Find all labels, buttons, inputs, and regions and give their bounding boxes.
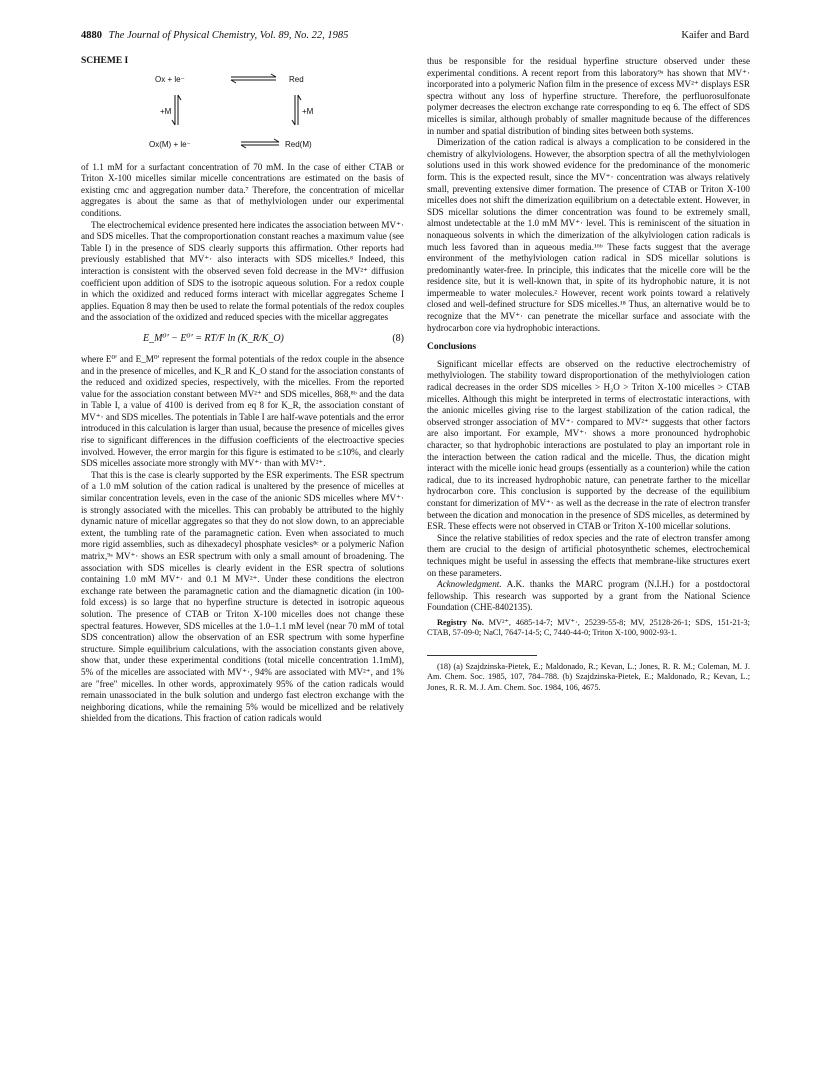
equilibrium-arrow-top [231, 74, 276, 83]
paragraph: The electrochemical evidence presented here indicates the association between MV⁺· and SDS micelles. That the comproportionation constant reaches a maximum value (see Table I) in the presence of SDS clearly supports this affirmation. Other reports had previously established that MV⁺· also interacts with SDS micelles.⁸ Indeed, this interaction is consistent with the observed seven fold decrease in the MV²⁺ diffusion coefficient upon addition of SDS to the isotropic aqueous solution. For a redox couple in which the oxidized and reduced forms interact with micellar aggregates Scheme I applies. Equation 8 may then be used to relate the formal potentials of the redox couples and the association of the oxidized and reduced species with the micellar aggregates [81, 219, 404, 323]
registry-text: MV²⁺, 4685-14-7; MV⁺·, 25239-55-8; MV, 25128-26-1; SDS, 151-21-3; CTAB, 57-09-0; NaCl, 7647-14-5; C, 7440-44-0; Triton X-100, 9002-93-1. [427, 617, 750, 638]
scheme-bottom-left: Ox(M) + le⁻ [149, 139, 191, 149]
scheme-diagram [81, 70, 404, 154]
author-names: Kaifer and Bard [681, 30, 749, 41]
scheme-top-right: Red [289, 74, 304, 84]
conclusions-heading: Conclusions [427, 342, 477, 353]
left-column [81, 56, 404, 725]
equation-number: (8) [392, 332, 404, 344]
footnote: (18) (a) Szajdzinska-Pietek, E.; Maldonado, R.; Kevan, L.; Jones, R. R. M.; Coleman, M. J. Am. Chem. Soc. 1985, 107, 784–788. (b) Szajdzinska-Pietek, E.; Maldonado, R.; Kevan, L.; Jones, R. R. M. J. Am. Chem. Soc. 1984, 106, 4675. [427, 661, 750, 692]
paragraph: where E⁰′ and E_M⁰′ represent the formal potentials of the redox couple in the absence and in the presence of micelles, and K_R and K_O stand for the association constants of the reduced and oxidized species, respectively, with the micelles. From the reported value for the association constant between MV²⁺ and SDS micelles, 868,⁸ᵇ and the data in Table I, a value of 4100 is derived from eq 8 for K_R, the association constant of MV⁺· and SDS micelles. The potentials in Table I are half-wave potentials and the error introduced in this calculation is larger than usual, because the presence of micelles gives rise to significant differences in the diffusion coefficients of the electroactive species involved. However, the error margin for this figure is estimated to be ≤10%, and clearly SDS micelles associate more strongly with MV⁺· than with MV²⁺. [81, 353, 404, 469]
right-column [427, 56, 750, 693]
equilibrium-arrow-right [292, 95, 301, 125]
scheme-title: SCHEME I [81, 56, 129, 66]
running-header [81, 30, 749, 44]
registry-heading: Registry No. [437, 617, 484, 627]
scheme-left-arrow-label: +M [160, 106, 172, 116]
footnote-divider [427, 655, 537, 656]
equation-text: E_M⁰′ − E⁰′ = RT/F ln (K_R/K_O) [143, 332, 284, 344]
paragraph: That this is the case is clearly supported by the ESR experiments. The ESR spectrum of a 1.0 mM solution of the cation radical is unaltered by the presence of micelles at similar concentration levels, even in the case of the anionic SDS micelles where MV⁺· is strongly associated with the micelles. This can probably be attributed to the highly dynamic nature of micellar aggregates so that they do not slow down, to an appreciable extent, the tumbling rate of the paramagnetic cation. Even when associated to much more rigid assemblies, such as dihexadecyl phosphate vesicles⁸ᶜ or a polymeric Nafion matrix,⁹ᵃ MV⁺· shows an ESR spectrum with only a small amount of broadening. The association with SDS micelles is clearly evident in the ESR spectra of solutions containing 1.0 mM MV⁺· and 0.1 M MV²⁺. Under these conditions the electron exchange rate between the paramagnetic cation and the diamagnetic dication (in 100-fold excess) is so large that no hyperfine structure is detected in isotropic aqueous solution. The presence of CTAB or Triton X-100 micelles does not change these spectral features. However, SDS micelles at the 1.0–1.1 mM level (near 70 mM of total SDS concentration) allow the observation of an ESR spectrum with some hyperfine structure. Simple equilibrium calculations, with the association constants given above, show that, under these experimental conditions (total micelle concentration 1.1mM), 5% of the micelles are associated with MV⁺·, 94% are associated with MV²⁺, and 1% are "free" micelles. In other words, approximately 95% of the cation radicals would remain unassociated in the bulk solution and undergo fast electron exchange with the neighboring dications, while the remaining 5% would be micellized and be relatively shielded from the dications. This fraction of cation radicals would [81, 469, 404, 724]
acknowledgment-heading: Acknowledgment. [437, 579, 502, 590]
scheme-bottom-right: Red(M) [285, 139, 312, 149]
paragraph: thus be responsible for the residual hyperfine structure observed under these experimental conditions. A recent report from this laboratory⁹ᵃ has shown that MV⁺· incorporated into a polymeric Nafion film in the presence of excess MV²⁺ displays ESR spectra without any loss of hyperfine structure. Therefore, the perfluorosulfonate polymer decreases the electron exchange rate corresponding to eq 6. The effect of SDS micelles is similar, although probably of smaller magnitude because of the differences in number and spatial distribution of binding sites between both systems. [427, 56, 750, 136]
paragraph: Dimerization of the cation radical is always a complication to be considered in the chemistry of alkylviologens. However, the absorption spectra of all the methylviologen solutions used in this work showed evidence for the predominance of the monomeric form. This is the expected result, since the MV⁺· concentration was always relatively small, preventing extensive dimer formation. The presence of CTAB or Triton X-100 micelles does not shift the dimerization equilibrium on a detectable extent. However, in SDS micellar solutions the dimer concentration was found to be extremely small, almost undetectable at the 1.0 mM MV⁺· level. This is reminiscent of the situation in nonaqueous solvents in which the dimerization of the alkylviologen cation radicals is much less favored than in aqueous media.¹⁶ᵇ These facts suggest that the average environment of the methylviologen cation radical in SDS micellar solutions is predominantly water-free. In principle, this indicates that the micelle core will be the residence site, but it is well-known that, in spite of its hydrophobic nature, it is not impermeable to water molecules.² However, recent work points toward a relatively closed and well-defined structure for SDS micelles.¹⁸ Thus, an alternative would be to recognize that the MV⁺· can penetrate the micellar surface and associate with the hydrocarbon core via hydrophobic interactions. [427, 137, 750, 333]
scheme-right-arrow-label: +M [302, 106, 314, 116]
journal-citation: The Journal of Physical Chemistry, Vol. 89, No. 22, 1985 [108, 30, 349, 41]
paragraph: Significant micellar effects are observed on the reductive electrochemistry of methylviologen. The stability toward disproportionation of the methylviologen cation radical decreases in the order SDS micelles > H₂O > Triton X-100 micelles > CTAB micelles. Although this might be interpreted in terms of electrostatic interactions, with the anionic micelles giving rise to the largest stabilization of the cation radical, the observed stronger association of MV⁺· compared to MV²⁺ suggests that other factors are also important. For example, MV⁺· shows a more pronounced hydrophobic character, so that hydrophobic interactions are postulated to play an important role in the interaction between the cation radical and the micelle. Thus, the dication might interact with the micelle ionic head groups (essentially as a counterion) while the cation radical, due to its increased hydrophobic nature, can penetrate farther to the micellar hydrocarbon core. This conclusion is supported by the decrease of the equilibium constant for dimerization of MV⁺· as well as the decrease in the rate of electron transfer between the dication and monocation in the presence of SDS micelles, as determined by ESR. These effects were not observed in CTAB or Triton X-100 micellar solutions. [427, 358, 750, 532]
scheme-svg [81, 70, 404, 154]
acknowledgment-text: A.K. thanks the MARC program (N.I.H.) for a postdoctoral fellowship. This research was supported by a grant from the National Science Foundation (CHE-8402135). [427, 579, 750, 613]
paragraph: of 1.1 mM for a surfactant concentration of 70 mM. In the case of either CTAB or Triton X-100 micelles similar micelle concentrations are estimated on the basis of existing cmc and aggregation number data.⁷ Therefore, the concentration of micellar aggregates is about the same as that of methylviologen under our experimental conditions. [81, 161, 404, 218]
paragraph: Since the relative stabilities of redox species and the rate of electron transfer among them are crucial to the design of artificial photosynthetic schemes, electrochemical techniques might be useful in assessing the effects that membrane-like structures exert on these parameters. [427, 532, 750, 578]
equation-8 [81, 328, 404, 350]
scheme-top-left: Ox + le⁻ [155, 74, 185, 84]
equilibrium-arrow-bottom [241, 139, 279, 148]
equilibrium-arrow-left [172, 95, 181, 125]
page-number: 4880 [81, 30, 102, 41]
registry-numbers [427, 618, 750, 639]
acknowledgment [427, 579, 750, 614]
